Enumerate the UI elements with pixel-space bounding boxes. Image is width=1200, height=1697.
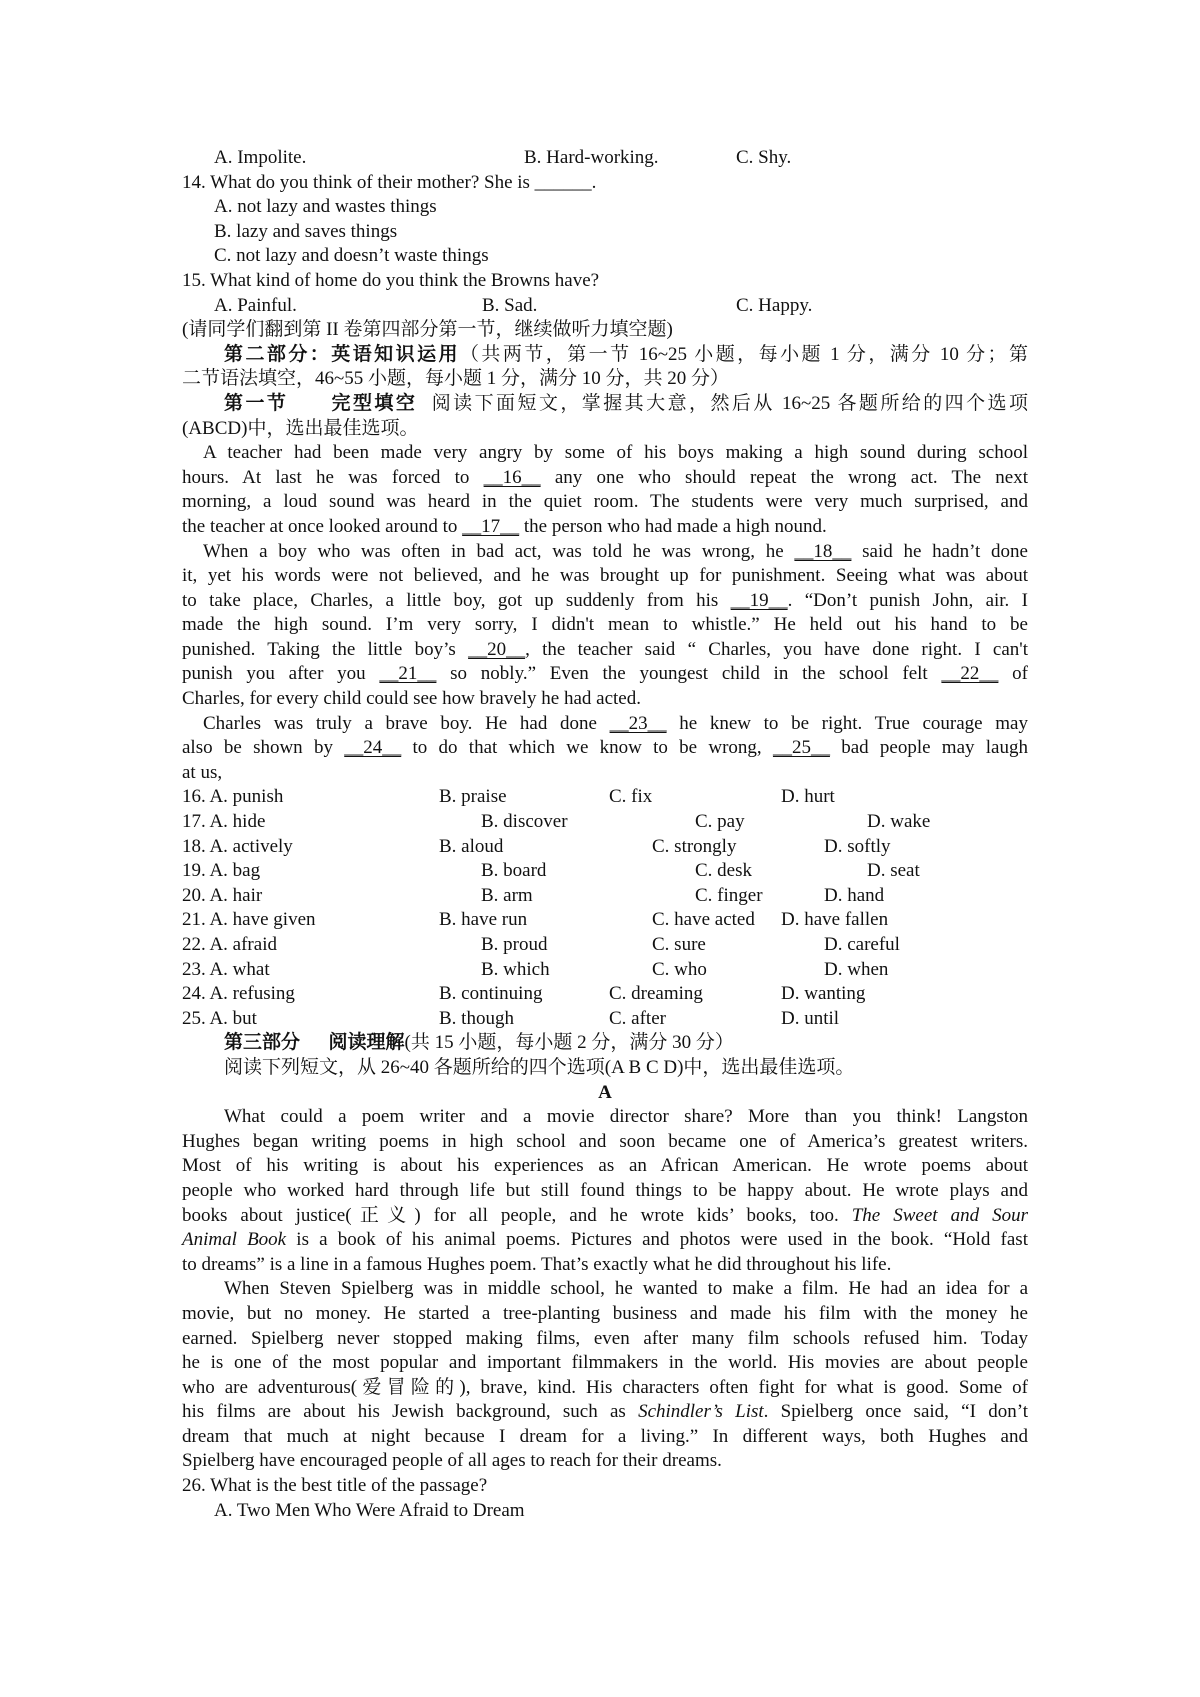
passage-line: to dreams” is a line in a famous Hughes poem. That’s exactly what he did throughout his life.: [182, 1253, 892, 1275]
part2-heading-bold: 第二部分：英语知识运用: [224, 343, 460, 365]
passage-line: When Steven Spielberg was in middle school, he wanted to make a film. He had an idea for a: [224, 1278, 1028, 1300]
part2-heading-rest: （共两节，第一节 16~25 小题，每小题 1 分，满分 10 分；第: [459, 343, 1028, 365]
q26-stem: 26. What is the best title of the passage?: [182, 1475, 488, 1497]
part2-heading: [182, 343, 1028, 368]
section1-instructions-line2: (ABCD)中，选出最佳选项。: [182, 417, 419, 439]
q26-option-a: A. Two Men Who Were Afraid to Dream: [214, 1499, 525, 1521]
cloze-choices: [182, 785, 1028, 1031]
passage-line: he is one of the most popular and important filmmakers in the world. His movies are about people: [182, 1352, 1028, 1374]
book-title-cont: Animal Book: [182, 1229, 287, 1251]
q13-options: [182, 146, 1028, 171]
blank-22: __22__: [941, 663, 999, 685]
blank-21: __21__: [379, 663, 437, 685]
passage-line: movie, but no money. He started a tree-planting business and made his film with the money he: [182, 1302, 1028, 1324]
choice-row: 24. A. refusing B. continuing C. dreaming D. wanting: [182, 983, 866, 1005]
part2-heading-line2: 二节语法填空，46~55 小题，每小题 1 分，满分 10 分，共 20 分）: [182, 368, 730, 390]
q14-stem: 14. What do you think of their mother? She is ______.: [182, 171, 597, 193]
passage-line: What could a poem writer and a movie director share? More than you think! Langston: [224, 1106, 1028, 1128]
passage-line: earned. Spielberg never stopped making films, even after many film schools refused him. Today: [182, 1327, 1028, 1349]
section1-instructions: 阅读下面短文，掌握其大意，然后从 16~25 各题所给的四个选项: [431, 392, 1029, 414]
choice-row: 17. A. hide B. discover C. pay D. wake: [182, 811, 931, 833]
blank-18: __18__: [794, 540, 852, 562]
choice-row: 22. A. afraid B. proud C. sure D. careful: [182, 934, 900, 955]
section1-heading: [182, 392, 1028, 417]
section1-title: 完型填空: [331, 392, 418, 414]
part3-instructions: 阅读下列短文，从 26~40 各题所给的四个选项(A B C D)中，选出最佳选项。: [224, 1056, 855, 1078]
part3-title: 阅读理解: [328, 1032, 405, 1054]
q13-option-a: A. Impolite.: [214, 147, 307, 168]
cloze-line: Charles was truly a brave boy. He had done __23__ he knew to be right. True courage may: [203, 712, 1028, 734]
q14-option-a: A. not lazy and wastes things: [214, 196, 437, 218]
passage-line: people who worked hard through life but still found things to be happy about. He wrote plays and: [182, 1179, 1028, 1201]
q15-stem: 15. What kind of home do you think the Browns have?: [182, 269, 600, 291]
blank-25: __25__: [772, 737, 830, 759]
passage-line: Animal Book is a book of his animal poems. Pictures and photos were used in the book. “Hold fast: [182, 1229, 1028, 1251]
passage-line: Hughes began writing poems in high school and soon became one of America’s greatest writers.: [182, 1130, 1028, 1152]
part3-label: 第三部分: [224, 1032, 301, 1054]
blank-19: __19__: [730, 589, 788, 611]
cloze-line: to take place, Charles, a little boy, got up suddenly from his __19__. “Don’t punish John, air. I: [182, 589, 1028, 611]
blank-17: __17__: [462, 515, 520, 537]
cloze-line: at us,: [182, 761, 223, 783]
film-title: Schindler’s List: [638, 1401, 764, 1423]
cloze-line: hours. At last he was forced to __16__ any one who should repeat the wrong act. The next: [182, 466, 1028, 488]
cloze-line: punished. Taking the little boy’s __20__, the teacher said “ Charles, you have done right. I can't: [182, 638, 1029, 660]
passage-a: [182, 1105, 1028, 1474]
exam-page: [182, 146, 1028, 1523]
q14-option-b: B. lazy and saves things: [214, 220, 398, 242]
q13-option-c: C. Shy.: [736, 147, 792, 168]
part3-heading: [182, 1031, 1028, 1056]
blank-20: __20__: [468, 638, 526, 660]
cloze-line: made the high sound. I’m very sorry, I didn't mean to whistle.” He held out his hand to be: [182, 614, 1028, 636]
book-title: The Sweet and Sour: [851, 1204, 1028, 1226]
choice-row: 25. A. but B. though C. after D. until: [182, 1007, 840, 1029]
cloze-line: When a boy who was often in bad act, was told he was wrong, he __18__ said he hadn’t done: [203, 540, 1028, 562]
cloze-line: also be shown by __24__ to do that which we know to be wrong, __25__ bad people may laugh: [182, 737, 1028, 759]
choice-row: 23. A. what B. which C. who D. when: [182, 958, 889, 980]
choice-row: 16. A. punish B. praise C. fix D. hurt: [182, 786, 835, 808]
cloze-passage: [182, 441, 1028, 785]
cloze-line: morning, a loud sound was heard in the quiet room. The students were very much surprised, and: [182, 491, 1028, 513]
choice-row: 18. A. actively B. aloud C. strongly D. softly: [182, 835, 891, 857]
q13-option-b: B. Hard-working.: [524, 147, 659, 168]
passage-line: Most of his writing is about his experiences as an African American. He wrote poems about: [182, 1155, 1028, 1177]
choice-row: 20. A. hair B. arm C. finger D. hand: [182, 884, 885, 906]
q15-option-c: C. Happy.: [736, 294, 813, 316]
choice-row: 19. A. bag B. board C. desk D. seat: [182, 860, 920, 882]
q15-option-a: A. Painful.: [214, 294, 297, 316]
blank-16: __16__: [483, 466, 541, 488]
cloze-line: Charles, for every child could see how bravely he had acted.: [182, 688, 641, 710]
passage-line: dream that much at night because I dream for a living.” In different ways, both Hughes and: [182, 1425, 1028, 1447]
part3-heading-rest: (共 15 小题，每小题 2 分，满分 30 分）: [404, 1032, 734, 1054]
cloze-line: A teacher had been made very angry by some of his boys making a high sound during school: [203, 442, 1028, 464]
cloze-line: the teacher at once looked around to __17__ the person who had made a high nound.: [182, 515, 827, 537]
cloze-line: it, yet his words were not believed, and he was brought up for punishment. Seeing what was about: [182, 565, 1028, 587]
cloze-line: punish you after you __21__ so nobly.” Even the youngest child in the school felt __22__ of: [182, 663, 1028, 685]
blank-23: __23__: [609, 712, 667, 734]
passage-line: who are adventurous(爱冒险的), brave, kind. His characters often fight for what is good. Some of: [182, 1376, 1028, 1398]
turn-page-note: (请同学们翻到第 II 卷第四部分第一节，继续做听力填空题): [182, 319, 673, 341]
q15-options: [182, 294, 1028, 319]
section1-label: 第一节: [224, 392, 289, 414]
choice-row: 21. A. have given B. have run C. have acted D. have fallen: [182, 909, 889, 931]
passage-label: A: [598, 1081, 612, 1103]
blank-24: __24__: [344, 737, 402, 759]
q15-option-b: B. Sad.: [482, 294, 538, 316]
passage-line: Spielberg have encouraged people of all ages to reach for their dreams.: [182, 1450, 722, 1472]
passage-line: his films are about his Jewish background, such as Schindler’s List. Spielberg once said, “I don’t: [182, 1401, 1028, 1423]
passage-line: books about justice(正义) for all people, and he wrote kids’ books, too. The Sweet and Sour: [182, 1204, 1028, 1226]
q14-option-c: C. not lazy and doesn’t waste things: [214, 245, 489, 267]
